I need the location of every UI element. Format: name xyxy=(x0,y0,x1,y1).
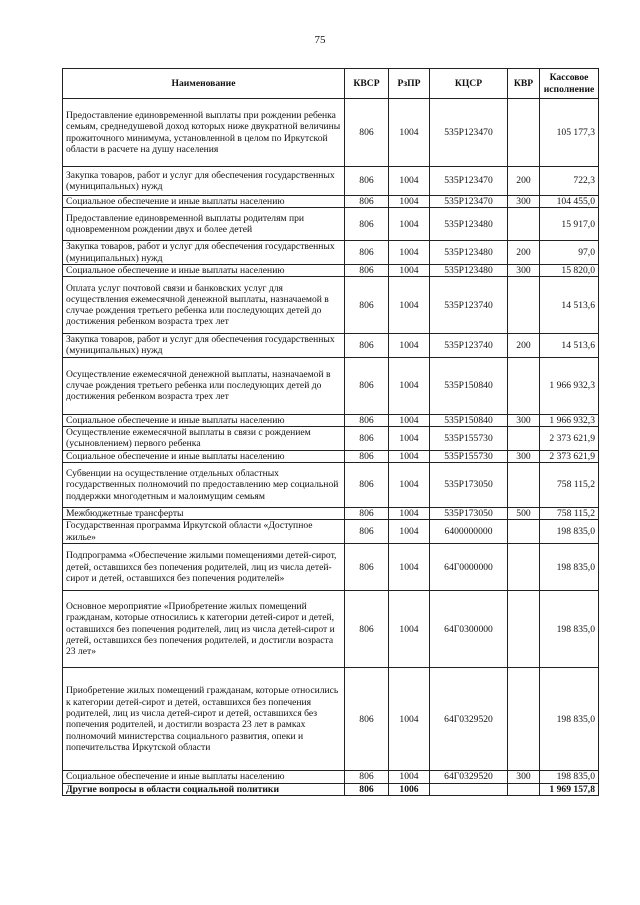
cell-amount: 15 917,0 xyxy=(540,208,599,241)
budget-execution-table xyxy=(62,68,599,796)
cell-kvr: 300 xyxy=(508,771,540,783)
cell-rzpr: 1004 xyxy=(389,771,430,783)
table-row xyxy=(63,264,599,276)
cell-name: Социальное обеспечение и иные выплаты населению xyxy=(63,450,345,462)
cell-rzpr: 1004 xyxy=(389,208,430,241)
cell-name: Другие вопросы в области социальной политики xyxy=(63,783,345,795)
cell-rzpr: 1004 xyxy=(389,507,430,519)
cell-rzpr: 1004 xyxy=(389,264,430,276)
cell-amount: 1 966 932,3 xyxy=(540,357,599,414)
cell-amount: 1 966 932,3 xyxy=(540,414,599,426)
cell-name: Осуществление ежемесячной выплаты в связи с рождением (усыновлением) первого ребенка xyxy=(63,427,345,451)
cell-kvr: 200 xyxy=(508,334,540,358)
cell-rzpr: 1004 xyxy=(389,277,430,334)
cell-kcsr: 535P123470 xyxy=(430,99,508,167)
cell-kcsr: 535P123470 xyxy=(430,196,508,208)
cell-kvsr: 806 xyxy=(345,507,389,519)
cell-kvsr: 806 xyxy=(345,357,389,414)
cell-kvr xyxy=(508,544,540,591)
cell-kvr xyxy=(508,783,540,795)
cell-kvr: 300 xyxy=(508,450,540,462)
cell-rzpr: 1004 xyxy=(389,334,430,358)
cell-kcsr: 535P123480 xyxy=(430,241,508,265)
table-header-row xyxy=(63,69,599,99)
table-row xyxy=(63,99,599,167)
table-row xyxy=(63,427,599,451)
table-row xyxy=(63,414,599,426)
cell-rzpr: 1004 xyxy=(389,668,430,771)
cell-name: Подпрограмма «Обеспечение жилыми помещениями детей-сирот, детей, оставшихся без попечения родителей, лиц из числа детей-сирот и детей, оставшихся без попечения родителей» xyxy=(63,544,345,591)
cell-kcsr: 535P173050 xyxy=(430,462,508,507)
cell-kcsr: 64Г0000000 xyxy=(430,544,508,591)
cell-kvsr: 806 xyxy=(345,196,389,208)
header-kvr: КВР xyxy=(508,69,540,99)
cell-kvsr: 806 xyxy=(345,241,389,265)
cell-kvsr: 806 xyxy=(345,591,389,668)
table-row xyxy=(63,208,599,241)
cell-kvsr: 806 xyxy=(345,783,389,795)
table-row xyxy=(63,771,599,783)
cell-rzpr: 1004 xyxy=(389,462,430,507)
cell-kvsr: 806 xyxy=(345,450,389,462)
cell-kvr: 200 xyxy=(508,241,540,265)
cell-amount: 97,0 xyxy=(540,241,599,265)
cell-kvsr: 806 xyxy=(345,462,389,507)
page-number: 75 xyxy=(314,34,326,46)
table-body xyxy=(63,99,599,796)
table-row xyxy=(63,357,599,414)
cell-name: Закупка товаров, работ и услуг для обеспечения государственных (муниципальных) нужд xyxy=(63,167,345,196)
cell-name: Осуществление ежемесячной денежной выплаты, назначаемой в случае рождения третьего ребенка или последующих детей до достижения ребенком возраста трех лет xyxy=(63,357,345,414)
table-row xyxy=(63,544,599,591)
table-row xyxy=(63,334,599,358)
table-row xyxy=(63,668,599,771)
cell-name: Приобретение жилых помещений гражданам, которые относились к категории детей-сирот и детей, оставшихся без попечения родителей, лиц из числа детей-сирот и детей, оставшихся без попечения родителей, и достигли возраста 23 лет в рамках полномочий министерства социального развития, опеки и попечительства Иркутской области xyxy=(63,668,345,771)
cell-kvr xyxy=(508,591,540,668)
cell-rzpr: 1004 xyxy=(389,99,430,167)
header-kcsr: КЦСР xyxy=(430,69,508,99)
cell-amount: 14 513,6 xyxy=(540,277,599,334)
cell-kvsr: 806 xyxy=(345,99,389,167)
cell-name: Предоставление единовременной выплаты при рождении ребенка семьям, среднедушевой доход которых ниже двукратной величины прожиточного минимума, установленной в целом по Иркутской области в расчете на душу населения xyxy=(63,99,345,167)
table-row xyxy=(63,507,599,519)
cell-kvr xyxy=(508,427,540,451)
cell-amount: 758 115,2 xyxy=(540,507,599,519)
cell-kvr xyxy=(508,462,540,507)
header-rzpr: РзПР xyxy=(389,69,430,99)
table-row xyxy=(63,591,599,668)
table-row xyxy=(63,196,599,208)
cell-kvsr: 806 xyxy=(345,264,389,276)
cell-amount: 2 373 621,9 xyxy=(540,427,599,451)
cell-kcsr: 535P173050 xyxy=(430,507,508,519)
cell-amount: 758 115,2 xyxy=(540,462,599,507)
cell-kcsr: 535P123480 xyxy=(430,208,508,241)
cell-kcsr: 535P150840 xyxy=(430,357,508,414)
cell-kvsr: 806 xyxy=(345,334,389,358)
cell-rzpr: 1004 xyxy=(389,427,430,451)
cell-name: Оплата услуг почтовой связи и банковских услуг для осуществления ежемесячной денежной выплаты, назначаемой в случае рождения третьего ребенка или последующих детей до достижения ребенком возраста трех лет xyxy=(63,277,345,334)
cell-kvsr: 806 xyxy=(345,771,389,783)
cell-kvr xyxy=(508,208,540,241)
cell-name: Закупка товаров, работ и услуг для обеспечения государственных (муниципальных) нужд xyxy=(63,241,345,265)
cell-kcsr: 64Г0300000 xyxy=(430,591,508,668)
cell-kvsr: 806 xyxy=(345,520,389,544)
cell-amount: 15 820,0 xyxy=(540,264,599,276)
cell-kvr: 200 xyxy=(508,167,540,196)
cell-kvr xyxy=(508,277,540,334)
cell-kcsr: 64Г0329520 xyxy=(430,668,508,771)
cell-name: Закупка товаров, работ и услуг для обеспечения государственных (муниципальных) нужд xyxy=(63,334,345,358)
cell-kvsr: 806 xyxy=(345,668,389,771)
table-row xyxy=(63,520,599,544)
cell-name: Предоставление единовременной выплаты родителям при одновременном рождении двух и более детей xyxy=(63,208,345,241)
cell-amount: 198 835,0 xyxy=(540,771,599,783)
cell-kcsr: 535P155730 xyxy=(430,427,508,451)
cell-amount: 198 835,0 xyxy=(540,668,599,771)
cell-rzpr: 1004 xyxy=(389,544,430,591)
cell-rzpr: 1004 xyxy=(389,241,430,265)
cell-amount: 198 835,0 xyxy=(540,544,599,591)
cell-kvr: 500 xyxy=(508,507,540,519)
cell-name: Социальное обеспечение и иные выплаты населению xyxy=(63,771,345,783)
cell-amount: 105 177,3 xyxy=(540,99,599,167)
cell-kvr: 300 xyxy=(508,414,540,426)
cell-kcsr: 64Г0329520 xyxy=(430,771,508,783)
cell-rzpr: 1004 xyxy=(389,450,430,462)
table-row xyxy=(63,241,599,265)
cell-kcsr: 535P123480 xyxy=(430,264,508,276)
cell-kvsr: 806 xyxy=(345,544,389,591)
header-kvsr: КВСР xyxy=(345,69,389,99)
cell-name: Социальное обеспечение и иные выплаты населению xyxy=(63,196,345,208)
cell-kvr xyxy=(508,99,540,167)
cell-amount: 198 835,0 xyxy=(540,520,599,544)
cell-kvsr: 806 xyxy=(345,414,389,426)
cell-kvsr: 806 xyxy=(345,167,389,196)
cell-rzpr: 1006 xyxy=(389,783,430,795)
cell-rzpr: 1004 xyxy=(389,357,430,414)
cell-kcsr: 535P155730 xyxy=(430,450,508,462)
cell-name: Социальное обеспечение и иные выплаты населению xyxy=(63,264,345,276)
cell-amount: 14 513,6 xyxy=(540,334,599,358)
cell-name: Социальное обеспечение и иные выплаты населению xyxy=(63,414,345,426)
table-row xyxy=(63,462,599,507)
cell-rzpr: 1004 xyxy=(389,196,430,208)
cell-amount: 1 969 157,8 xyxy=(540,783,599,795)
cell-kcsr: 535P150840 xyxy=(430,414,508,426)
cell-rzpr: 1004 xyxy=(389,414,430,426)
cell-amount: 2 373 621,9 xyxy=(540,450,599,462)
cell-kvsr: 806 xyxy=(345,427,389,451)
cell-kvr: 300 xyxy=(508,264,540,276)
cell-name: Государственная программа Иркутской области «Доступное жилье» xyxy=(63,520,345,544)
cell-kcsr: 535P123740 xyxy=(430,334,508,358)
cell-kvsr: 806 xyxy=(345,277,389,334)
cell-kvr: 300 xyxy=(508,196,540,208)
cell-amount: 722,3 xyxy=(540,167,599,196)
cell-rzpr: 1004 xyxy=(389,167,430,196)
cell-kcsr: 6400000000 xyxy=(430,520,508,544)
header-name: Наименование xyxy=(63,69,345,99)
cell-name: Межбюджетные трансферты xyxy=(63,507,345,519)
cell-name: Основное мероприятие «Приобретение жилых помещений гражданам, которые относились к категории детей-сирот и детей, оставшихся без попечения родителей, лиц из числа детей-сирот и детей, оставшихся без попечения родителей, и достигли возраста 23 лет» xyxy=(63,591,345,668)
cell-rzpr: 1004 xyxy=(389,520,430,544)
cell-kvr xyxy=(508,357,540,414)
cell-kvsr: 806 xyxy=(345,208,389,241)
table-row xyxy=(63,450,599,462)
cell-kcsr: 535P123740 xyxy=(430,277,508,334)
table-row xyxy=(63,167,599,196)
cell-kcsr: 535P123470 xyxy=(430,167,508,196)
cell-kcsr xyxy=(430,783,508,795)
cell-amount: 198 835,0 xyxy=(540,591,599,668)
header-amount: Кассовое исполнение xyxy=(540,69,599,99)
cell-amount: 104 455,0 xyxy=(540,196,599,208)
cell-kvr xyxy=(508,668,540,771)
table-row xyxy=(63,277,599,334)
cell-kvr xyxy=(508,520,540,544)
cell-name: Субвенции на осуществление отдельных областных государственных полномочий по предоставлению мер социальной поддержки многодетным и малоимущим семьям xyxy=(63,462,345,507)
cell-rzpr: 1004 xyxy=(389,591,430,668)
table-row xyxy=(63,783,599,795)
